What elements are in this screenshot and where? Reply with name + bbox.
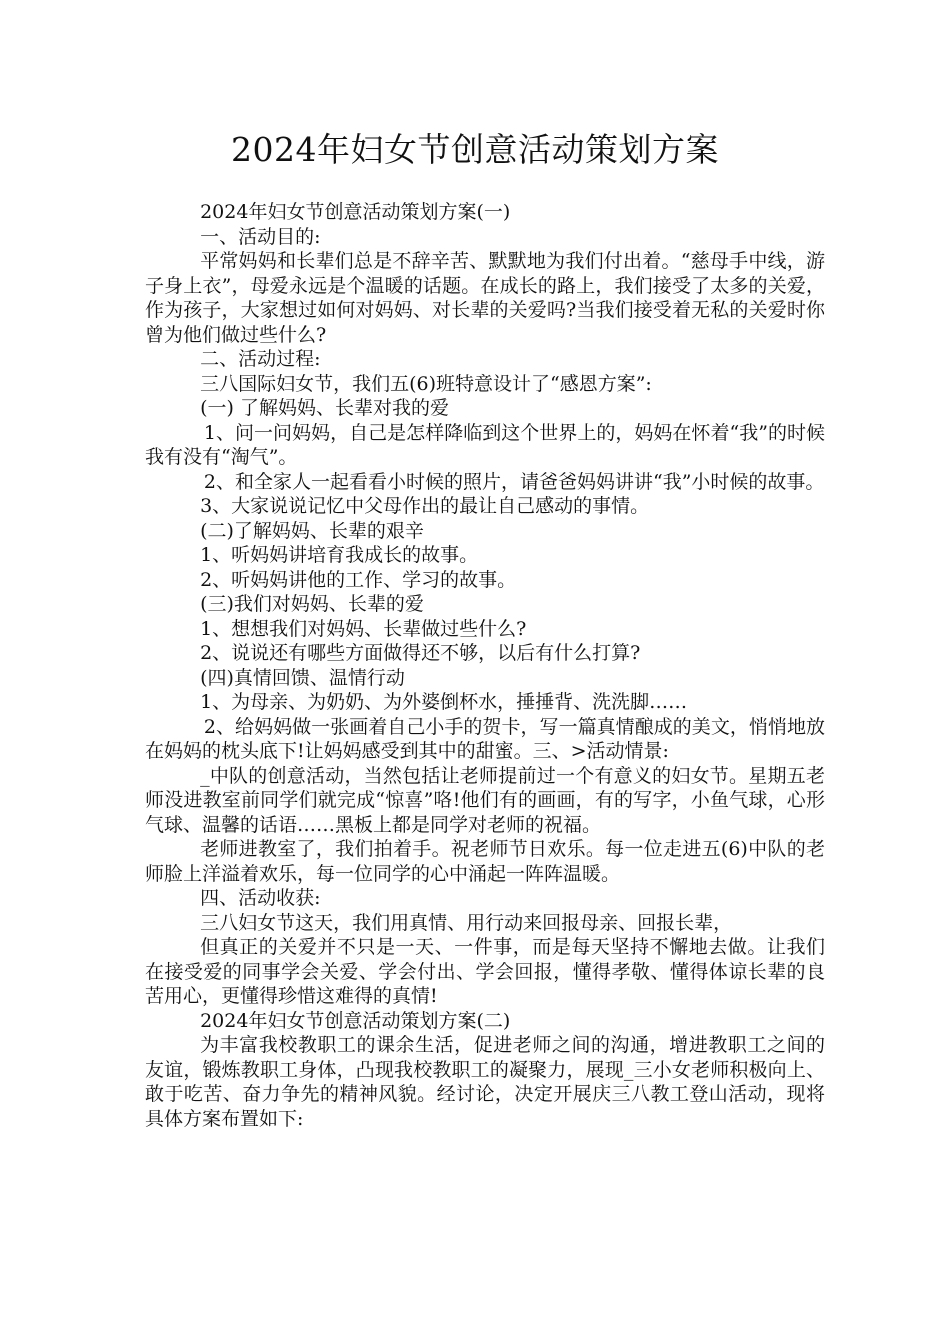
paragraph: 老师进教室了，我们拍着手。祝老师节日欢乐。每一位走进五(6)中队的老师脸上洋溢着欢乐，每一位同学的心中涌起一阵阵温暖。: [145, 838, 825, 885]
paragraph: 三八妇女节这天，我们用真情、用行动来回报母亲、回报长辈，: [200, 911, 733, 934]
list-item: 1、为母亲、为奶奶、为外婆倒杯水，捶捶背、洗洗脚……: [200, 691, 688, 713]
list-item: 2、给妈妈做一张画着自己小手的贺卡，写一篇真情酿成的美文，悄悄地放在妈妈的枕头底下!让妈妈感受到其中的甜蜜。三、>活动情景:: [145, 715, 825, 762]
section-heading: 2024年妇女节创意活动策划方案(一): [200, 201, 511, 223]
subheading: (一) 了解妈妈、长辈对我的爱: [200, 397, 449, 419]
document-title: 2024年妇女节创意活动策划方案: [231, 130, 719, 169]
paragraph: 但真正的关爱并不只是一天、一件事，而是每天坚持不懈地去做。让我们在接受爱的同事学会关爱、学会付出、学会回报，懂得孝敬、懂得体谅长辈的良苦用心，更懂得珍惜这难得的真情!: [145, 936, 825, 1007]
subheading: (四)真情回馈、温情行动: [200, 666, 405, 689]
list-item: 2、和全家人一起看看小时候的照片，请爸爸妈妈讲讲“我”小时候的故事。: [203, 470, 825, 493]
list-item: 1、想想我们对妈妈、长辈做过些什么?: [200, 617, 527, 640]
list-item: 3、大家说说记忆中父母作出的最让自己感动的事情。: [200, 495, 650, 517]
subheading: (三)我们对妈妈、长辈的爱: [200, 593, 424, 615]
paragraph: 为丰富我校教职工的课余生活，促进老师之间的沟通，增进教职工之间的友谊，锻炼教职工身体，凸现我校教职工的凝聚力，展现_三小女老师积极向上、敢于吃苦、奋力争先的精神风貌。经讨论，决定开展庆三八教工登山活动，现将具体方案布置如下:: [145, 1034, 825, 1130]
paragraph: 三八国际妇女节，我们五(6)班特意设计了“感恩方案”:: [200, 372, 652, 395]
paragraph: 平常妈妈和长辈们总是不辞辛苦、默默地为我们付出着。“慈母手中线，游子身上衣”，母爱永远是个温暖的话题。在成长的路上，我们接受了太多的关爱，作为孩子，大家想过如何对妈妈、对长辈的关爱吗?当我们接受着无私的关爱时你曾为他们做过些什么?: [145, 250, 825, 346]
heading-purpose: 一、活动目的:: [200, 225, 321, 248]
heading-gains: 四、活动收获:: [200, 887, 321, 909]
paragraph: _中队的创意活动，当然包括让老师提前过一个有意义的妇女节。星期五老师没进教室前同学们就完成“惊喜”咯!他们有的画画，有的写字，小鱼气球，心形气球、温馨的话语……黑板上都是同学对老师的祝福。: [145, 764, 825, 836]
list-item: 2、听妈妈讲他的工作、学习的故事。: [200, 568, 517, 591]
heading-process: 二、活动过程:: [200, 348, 321, 370]
document-body: [145, 200, 825, 1131]
subheading: (二)了解妈妈、长辈的艰辛: [200, 519, 424, 542]
section-heading: 2024年妇女节创意活动策划方案(二): [200, 1009, 511, 1032]
list-item: 2、说说还有哪些方面做得还不够，以后有什么打算?: [200, 642, 641, 664]
list-item: 1、问一问妈妈，自己是怎样降临到这个世界上的，妈妈在怀着“我”的时候我有没有“淘气”。: [145, 421, 825, 468]
list-item: 1、听妈妈讲培育我成长的故事。: [200, 544, 479, 566]
